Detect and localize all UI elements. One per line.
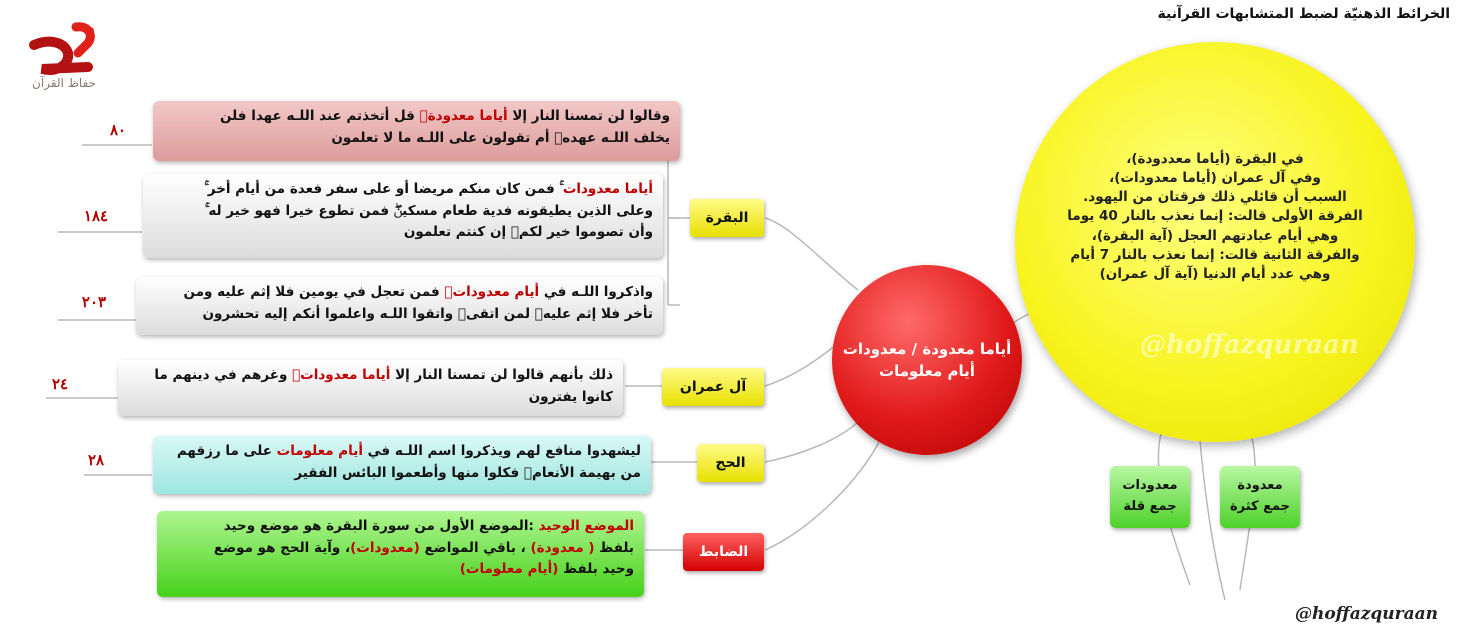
note-desc: جمع كثرة xyxy=(1229,499,1291,514)
verse-text: وعلى الذين يطيقونه فدية طعام مسكينۖ فمن تطوع خيرا فهو خير له ۚ xyxy=(204,202,653,219)
verse-highlight: أياما معدودات xyxy=(562,181,653,197)
verse-number-184: ١٨٤ xyxy=(83,207,109,225)
explanation-line: والفرقة الثانية قالت: إنما نعذب بالنار 7 أيام xyxy=(1070,246,1360,263)
verse-box-80 xyxy=(153,101,680,161)
rule-highlight: (أيام معلومات) xyxy=(459,561,559,578)
verse-text: ۚ قل أتخذتم عند اللـه عهدا فلن xyxy=(220,108,420,124)
verse-highlight: أيام معدودات xyxy=(444,284,540,300)
verse-highlight: أيام معلومات xyxy=(276,443,363,459)
rule-text: ، باقي المواضع xyxy=(419,539,531,556)
logo-text: حفاظ القرآن xyxy=(32,76,96,90)
verse-text: يخلف اللـه عهدهۖ أم تقولون على اللـه ما لا تعلمون xyxy=(331,129,670,146)
rule-box xyxy=(157,511,644,597)
verse-text: وقالوا لن تمسنا النار إلا xyxy=(507,108,670,124)
verse-text: تأخر فلا إثم عليهۚ لمن اتقىۗ واتقوا اللـه واعلموا أنكم إليه تحشرون xyxy=(202,305,653,322)
verse-number-80: ٨٠ xyxy=(109,121,127,139)
explanation-line: في البقرة (أياما معددودة)، xyxy=(1126,151,1304,167)
central-title-line2: أيام معلومات xyxy=(879,362,975,380)
explanation-line: وهي عدد أيام الدنيا (آية آل عمران) xyxy=(1099,265,1331,282)
verse-box-184 xyxy=(143,174,663,258)
verse-text: ۚ فمن كان منكم مريضا أو على سفر فعدة من أيام أخر ۚ xyxy=(204,181,563,197)
verse-box-24 xyxy=(118,360,623,416)
explanation-line: الفرقة الأولى قالت: إنما نعذب بالنار 40 يوما xyxy=(1067,208,1363,225)
rule-text: وحيد بلفظ xyxy=(558,561,634,578)
verse-box-203 xyxy=(136,277,663,335)
rule-highlight: (معدودات) xyxy=(350,539,420,556)
explanation-line: وهي أيام عبادتهم العجل (آية البقرة)، xyxy=(1091,227,1339,244)
verse-number-24: ٢٤ xyxy=(51,375,69,393)
note-plural-abundance xyxy=(1220,466,1300,528)
note-word: معدودات xyxy=(1122,478,1178,494)
verse-text: واذكروا اللـه في xyxy=(539,284,653,300)
branch-baqarah: البقرة xyxy=(690,199,764,237)
verse-number-28: ٢٨ xyxy=(87,451,105,469)
explanation-text xyxy=(1040,150,1390,284)
note-desc: جمع قلة xyxy=(1123,499,1177,514)
explanation-line: وفي آل عمران (أياما معدودات)، xyxy=(1109,170,1321,187)
note-plural-paucity xyxy=(1110,466,1190,528)
rule-text: ، وآية الحج هو موضع xyxy=(213,539,351,556)
verse-text: على ما رزقهم xyxy=(176,443,277,459)
verse-text: ليشهدوا منافع لهم ويذكروا اسم اللـه في xyxy=(362,443,641,459)
watermark-faint: @hoffazquraan xyxy=(1140,330,1359,360)
rule-text: بلفظ xyxy=(594,539,634,556)
verse-text: كانوا يفترون xyxy=(528,388,613,405)
watermark-bottom: @hoffazquraan xyxy=(1294,604,1438,624)
note-word: معدودة xyxy=(1237,478,1283,494)
verse-highlight: أياما معدودة xyxy=(419,108,508,124)
verse-text: ۖ وغرهم في دينهم ما xyxy=(154,367,293,383)
verse-highlight: أياما معدودات xyxy=(292,367,391,383)
central-node xyxy=(832,265,1022,455)
branch-rule: الضابط xyxy=(683,533,764,571)
branch-hajj: الحج xyxy=(697,444,764,482)
central-title-line1: أياما معدودة / معدودات xyxy=(842,339,1012,358)
page-title: الخرائط الذهنيّة لضبط المتشابهات القرآنية xyxy=(1157,6,1450,22)
branch-al-imran: آل عمران xyxy=(662,368,764,406)
verse-number-203: ٢٠٣ xyxy=(81,293,107,311)
rule-text: :الموضع الأول من سورة البقرة هو موضع وحيد xyxy=(223,518,539,534)
rule-highlight: الموضع الوحيد xyxy=(538,518,634,534)
rule-highlight: ( معدودة) xyxy=(530,539,595,556)
verse-text: وأن تصوموا خير لكمۖ إن كنتم تعلمون xyxy=(403,224,653,241)
explanation-line: السبب أن قائلي ذلك فرقتان من اليهود. xyxy=(1083,189,1347,206)
verse-text: من بهيمة الأنعامۖ فكلوا منها وأطعموا البائس الفقير xyxy=(294,464,641,481)
verse-box-28 xyxy=(153,436,651,494)
verse-text: ذلك بأنهم قالوا لن تمسنا النار إلا xyxy=(390,367,613,383)
verse-text: ۚ فمن تعجل في يومين فلا إثم عليه ومن xyxy=(183,284,445,300)
